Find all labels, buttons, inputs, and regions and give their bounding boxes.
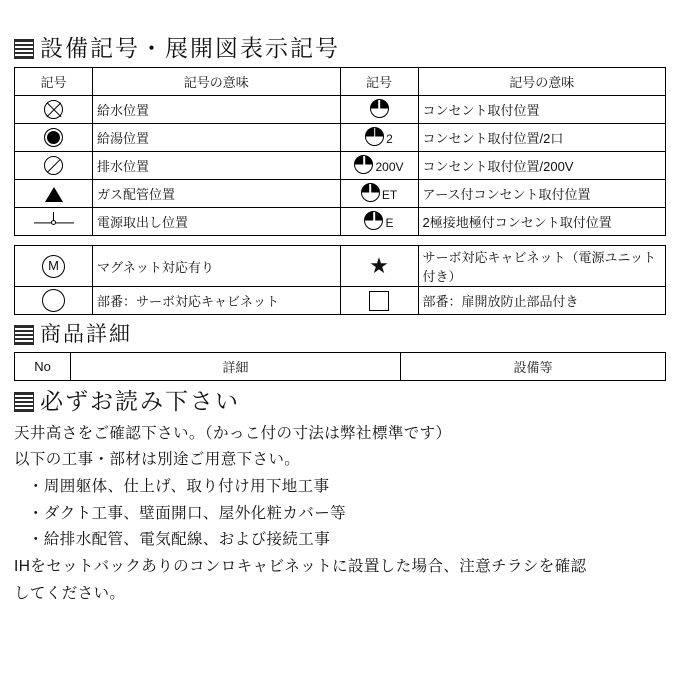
product-detail-table xyxy=(14,352,666,381)
symbol-meaning: 給湯位置 xyxy=(93,124,341,152)
outlet-symbol-suffix: 2 xyxy=(386,131,393,146)
table-header-row xyxy=(15,68,666,96)
notice-line: ・ダクト工事、壁面開口、屋外化粧カバー等 xyxy=(28,504,347,522)
symbols-table xyxy=(14,67,666,236)
table-row xyxy=(15,287,666,315)
column-header-detail: 詳細 xyxy=(71,353,401,381)
table-row xyxy=(15,152,666,180)
column-header-equipment: 設備等 xyxy=(401,353,666,381)
table-row xyxy=(15,246,666,287)
notice-line: ・周囲躯体、仕上げ、取り付け用下地工事 xyxy=(28,478,330,495)
column-header-meaning-left: 記号の意味 xyxy=(93,68,341,96)
table-row xyxy=(15,180,666,208)
symbol-meaning: コンセント取付位置/2口 xyxy=(418,124,666,152)
symbols-section-title: 設備記号・展開図表示記号 xyxy=(40,35,340,61)
circle-m-symbol-label: M xyxy=(42,255,65,278)
product-detail-section-heading xyxy=(14,323,666,346)
symbol-meaning: 部番：扉開放防止部品付き xyxy=(418,287,666,315)
star-symbol: ★ xyxy=(340,246,418,287)
symbol-meaning: ガス配管位置 xyxy=(93,180,341,208)
symbol-meaning: サーボ対応キャビネット（電源ユニット付き） xyxy=(418,246,666,287)
column-header-symbol-right: 記号 xyxy=(340,68,418,96)
outlet-symbol-suffix: 200V xyxy=(375,159,404,174)
outlet-symbol xyxy=(340,152,418,180)
outlet-symbol-suffix: E xyxy=(385,215,394,230)
water-supply-symbol xyxy=(15,96,93,124)
column-header-no: No xyxy=(15,353,71,381)
symbols-section-heading xyxy=(14,36,666,61)
table-header-row xyxy=(15,353,666,381)
notice-line: 以下の工事・部材は別途ご用意下さい。 xyxy=(14,451,301,469)
outlet-symbol xyxy=(340,96,418,124)
symbol-meaning: アース付コンセント取付位置 xyxy=(418,180,666,208)
symbol-meaning: マグネット対応有り xyxy=(93,246,341,287)
notice-line: 天井高さをご確認下さい。（かっこ付の寸法は弊社標準です） xyxy=(14,424,452,442)
outlet-symbol-suffix: ET xyxy=(381,187,398,202)
product-detail-section-title: 商品詳細 xyxy=(40,323,132,347)
symbol-meaning: コンセント取付位置 xyxy=(418,96,666,124)
square-symbol xyxy=(340,287,418,315)
circle-symbol xyxy=(15,287,93,315)
hot-water-symbol xyxy=(15,124,93,152)
notice-line: ・給排水配管、電気配線、および接続工事 xyxy=(28,531,331,549)
symbol-meaning: 2極接地極付コンセント取付位置 xyxy=(418,208,666,236)
symbol-meaning: 給水位置 xyxy=(93,96,341,124)
gas-pipe-symbol xyxy=(15,180,93,208)
heading-mark-icon xyxy=(14,325,34,345)
symbols-extra-table xyxy=(14,245,666,315)
table-row xyxy=(15,124,666,152)
symbol-meaning: 排水位置 xyxy=(93,152,341,180)
notice-section-heading xyxy=(14,389,666,414)
notice-line: してください。 xyxy=(14,584,126,602)
outlet-symbol xyxy=(340,180,418,208)
outlet-symbol xyxy=(340,124,418,152)
heading-mark-icon xyxy=(14,39,34,59)
circle-m-symbol xyxy=(15,246,93,287)
drain-symbol xyxy=(15,152,93,180)
symbol-meaning: 部番：サーボ対応キャビネット xyxy=(93,287,341,315)
power-outlet-point-symbol xyxy=(15,208,93,236)
notice-line: IHをセットバックありのコンロキャビネットに設置した場合、注意チラシを確認 xyxy=(14,557,587,575)
notice-body xyxy=(14,421,666,608)
symbol-meaning: コンセント取付位置/200V xyxy=(418,152,666,180)
outlet-symbol xyxy=(340,208,418,236)
symbol-meaning: 電源取出し位置 xyxy=(93,208,341,236)
column-header-symbol-left: 記号 xyxy=(15,68,93,96)
table-row xyxy=(15,96,666,124)
table-row xyxy=(15,208,666,236)
heading-mark-icon xyxy=(14,392,34,412)
column-header-meaning-right: 記号の意味 xyxy=(418,68,666,96)
notice-section-title: 必ずお読み下さい xyxy=(40,388,240,415)
